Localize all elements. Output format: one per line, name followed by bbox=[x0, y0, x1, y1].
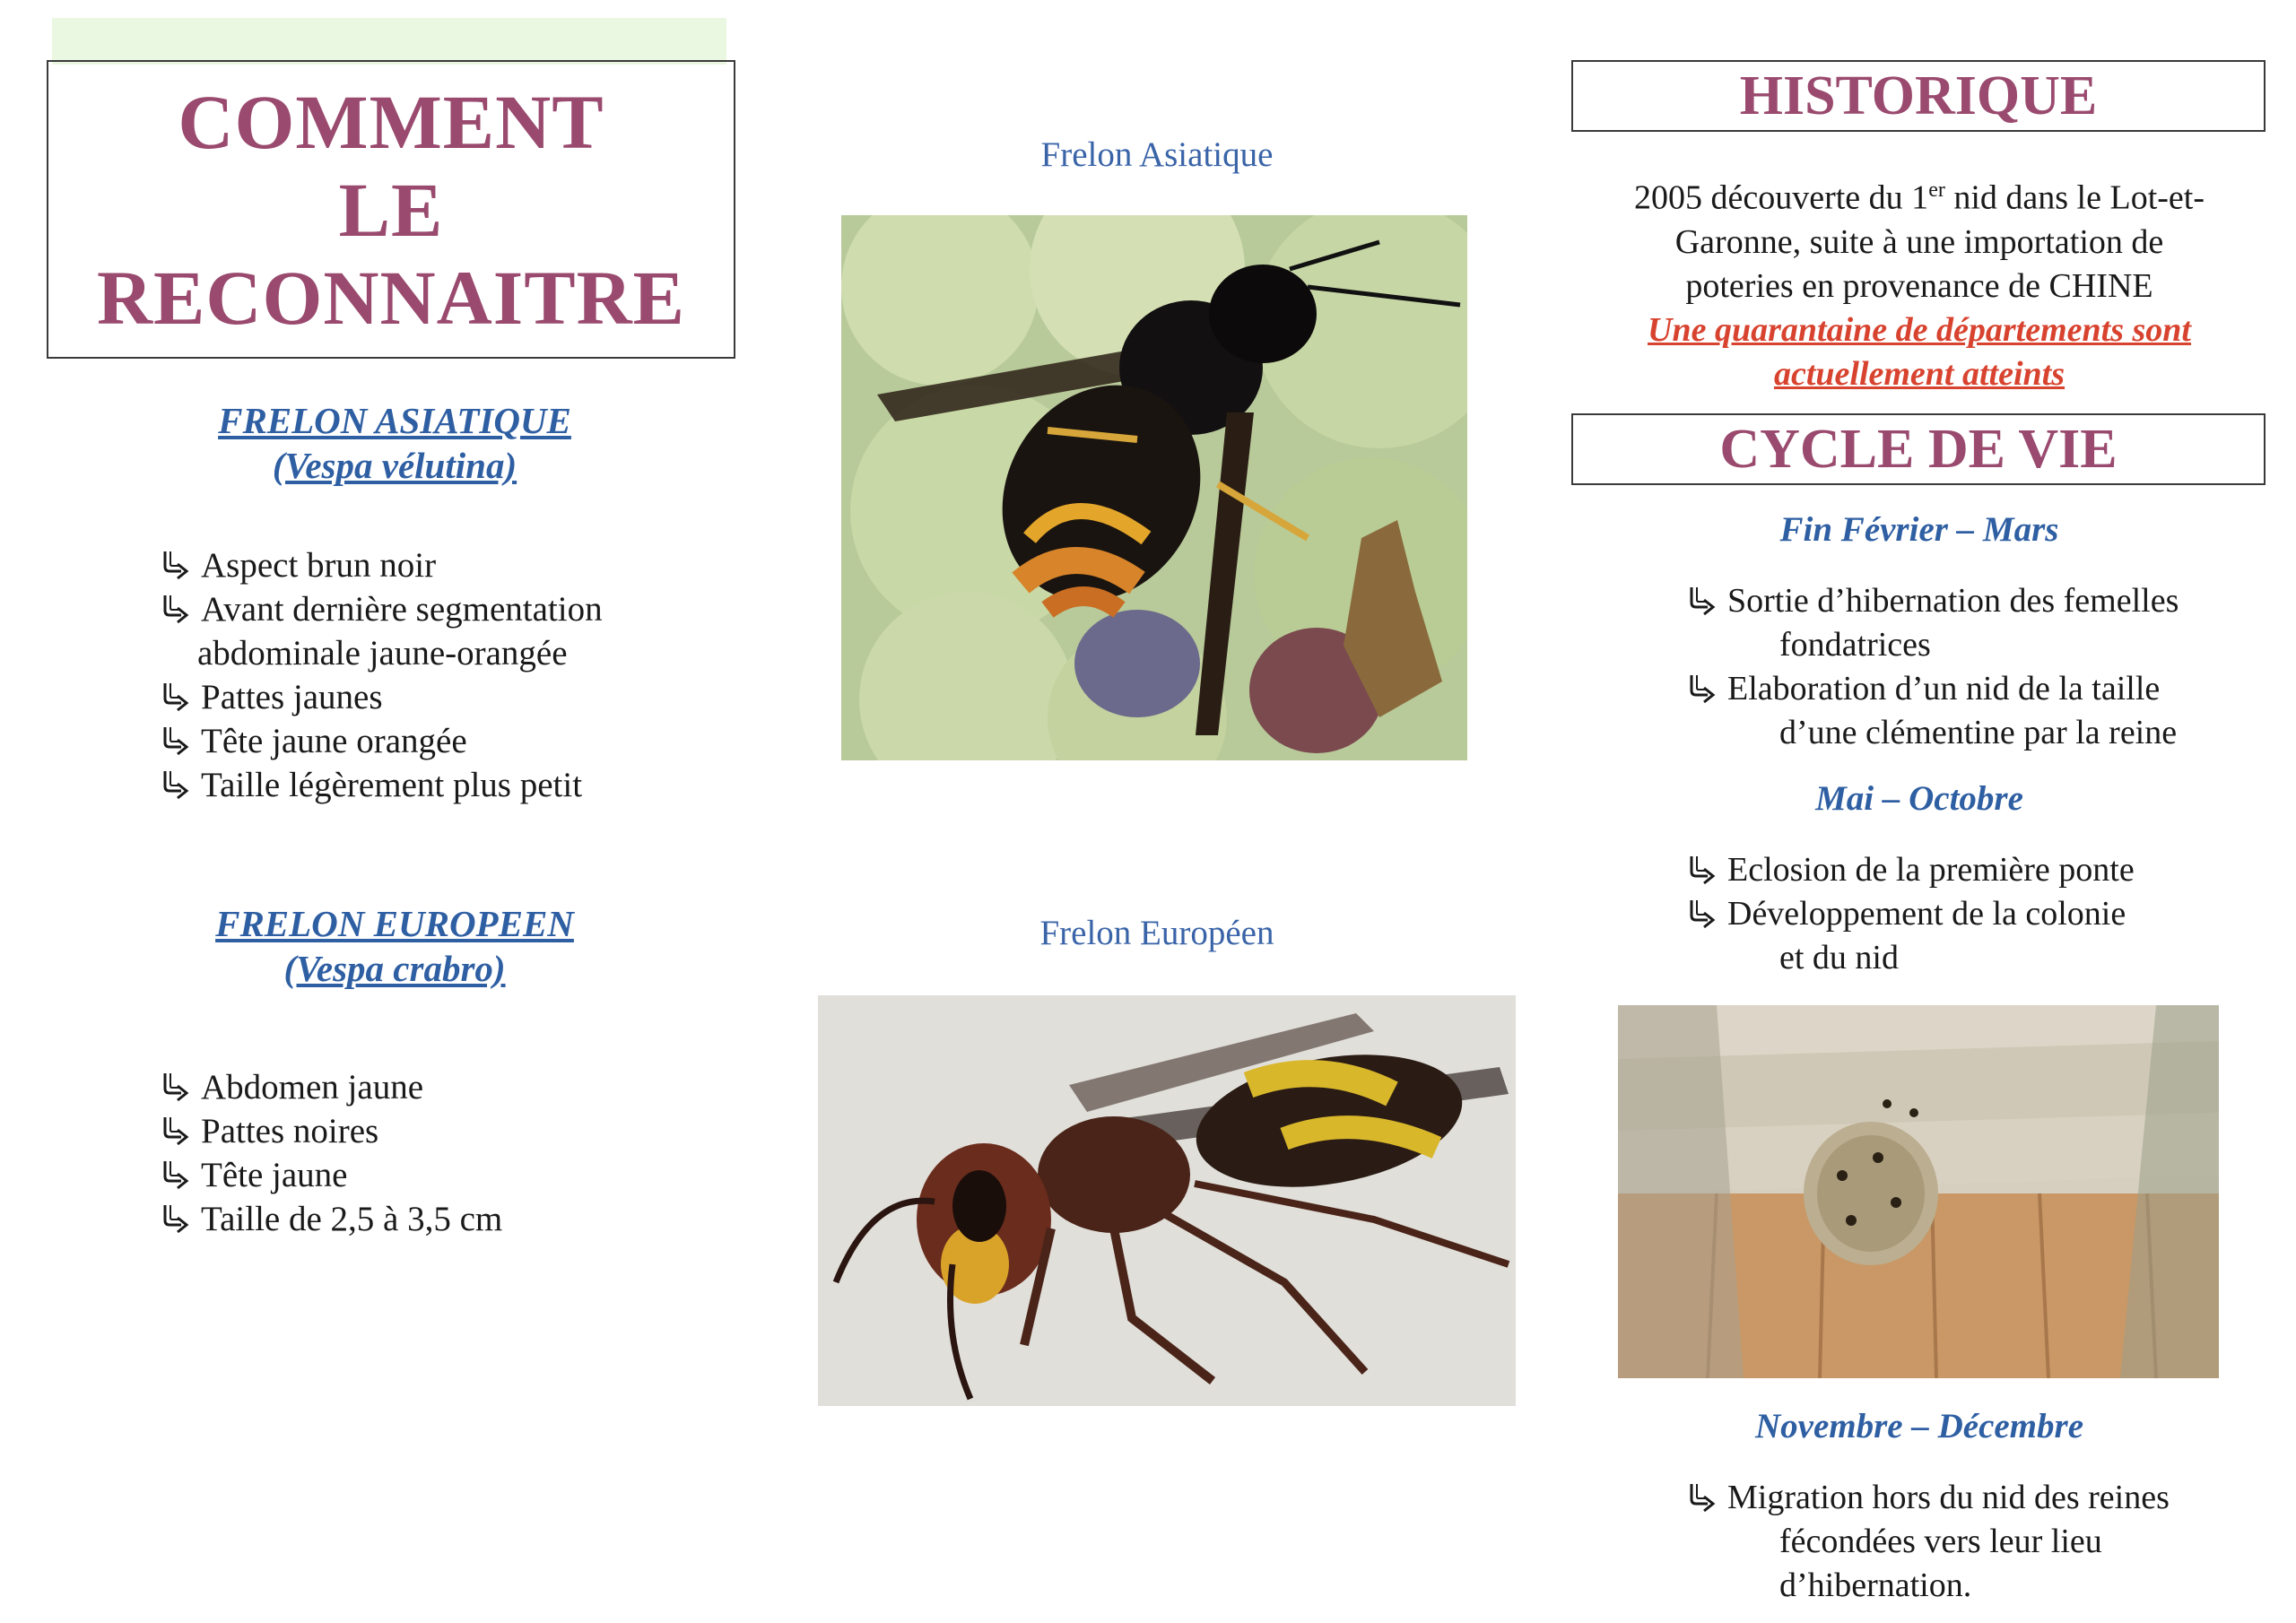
arrow-bullet-icon bbox=[160, 725, 192, 757]
arrow-bullet-icon bbox=[160, 1202, 192, 1235]
arrow-bullet-icon bbox=[160, 1071, 192, 1103]
european-hornet-latin: (Vespa crabro) bbox=[283, 948, 506, 989]
period-list bbox=[1686, 579, 2179, 755]
list-item: Migration hors du nid des reines fécondées vers leur lieu d’hibernation. bbox=[1686, 1476, 2170, 1608]
european-hornet-caption: Frelon Européen bbox=[1039, 914, 1274, 952]
title-line-3: RECONNAITRE bbox=[96, 254, 686, 341]
list-item: Elaboration d’un nid de la taille d’une clémentine par la reine bbox=[1686, 667, 2179, 755]
period-heading: Novembre – Décembre bbox=[1754, 1407, 2084, 1445]
arrow-bullet-icon bbox=[1686, 1481, 1718, 1514]
period-list bbox=[1686, 848, 2135, 980]
arrow-bullet-icon bbox=[1686, 898, 1718, 930]
european-hornet-photo bbox=[818, 995, 1516, 1406]
page-title-box bbox=[47, 60, 735, 359]
list-item-continuation: abdominale jaune-orangée bbox=[197, 634, 568, 673]
historique-line-1: 2005 découverte du 1er nid dans le Lot-et- bbox=[1634, 178, 2205, 217]
historique-note-2: actuellement atteints bbox=[1773, 354, 2066, 393]
arrow-bullet-icon bbox=[160, 1159, 192, 1191]
arrow-bullet-icon bbox=[160, 681, 192, 713]
list-item: Développement de la colonie et du nid bbox=[1686, 892, 2135, 980]
arrow-bullet-icon bbox=[160, 549, 192, 581]
title-line-1: COMMENT bbox=[178, 78, 604, 165]
scan-artifact bbox=[52, 18, 726, 65]
list-item: Pattes jaunes bbox=[160, 675, 603, 719]
period-list bbox=[1686, 1476, 2170, 1608]
list-item: Avant dernière segmentation bbox=[160, 587, 603, 631]
historique-line-2: Garonne, suite à une importation de bbox=[1674, 222, 2164, 261]
arrow-bullet-icon bbox=[160, 593, 192, 625]
title-line-2: LE bbox=[338, 166, 444, 253]
list-item: Taille légèrement plus petit bbox=[160, 763, 603, 807]
asian-hornet-latin: (Vespa vélutina) bbox=[272, 445, 517, 486]
period-heading: Fin Février – Mars bbox=[1779, 510, 2059, 549]
asian-feature-list bbox=[160, 543, 603, 807]
asian-hornet-name: FRELON ASIATIQUE bbox=[218, 400, 571, 441]
list-item: Aspect brun noir bbox=[160, 543, 603, 587]
european-feature-list bbox=[160, 1065, 502, 1241]
list-item: Taille de 2,5 à 3,5 cm bbox=[160, 1197, 502, 1241]
asian-hornet-caption: Frelon Asiatique bbox=[1040, 135, 1274, 174]
list-item: Tête jaune bbox=[160, 1153, 502, 1197]
asian-hornet-photo bbox=[841, 215, 1467, 760]
arrow-bullet-icon bbox=[1686, 673, 1718, 705]
arrow-bullet-icon bbox=[160, 1115, 192, 1147]
period-heading: Mai – Octobre bbox=[1815, 779, 2023, 818]
list-item: Tête jaune orangée bbox=[160, 719, 603, 763]
arrow-bullet-icon bbox=[1686, 854, 1718, 886]
list-item: Eclosion de la première ponte bbox=[1686, 848, 2135, 892]
cycle-heading: CYCLE DE VIE bbox=[1571, 413, 2266, 485]
list-item: Pattes noires bbox=[160, 1109, 502, 1153]
list-item: Abdomen jaune bbox=[160, 1065, 502, 1109]
historique-text bbox=[1574, 169, 2265, 396]
arrow-bullet-icon bbox=[1686, 585, 1718, 617]
historique-heading: HISTORIQUE bbox=[1571, 60, 2266, 132]
arrow-bullet-icon bbox=[160, 768, 192, 801]
historique-line-3: poteries en provenance de CHINE bbox=[1685, 266, 2153, 305]
nest-photo bbox=[1618, 1005, 2219, 1378]
asian-hornet-heading bbox=[90, 398, 700, 488]
european-hornet-name: FRELON EUROPEEN bbox=[215, 903, 574, 944]
historique-note-1: Une quarantaine de départements sont bbox=[1648, 310, 2191, 349]
european-hornet-heading bbox=[90, 901, 700, 991]
list-item: Sortie d’hibernation des femelles fondatrices bbox=[1686, 579, 2179, 667]
